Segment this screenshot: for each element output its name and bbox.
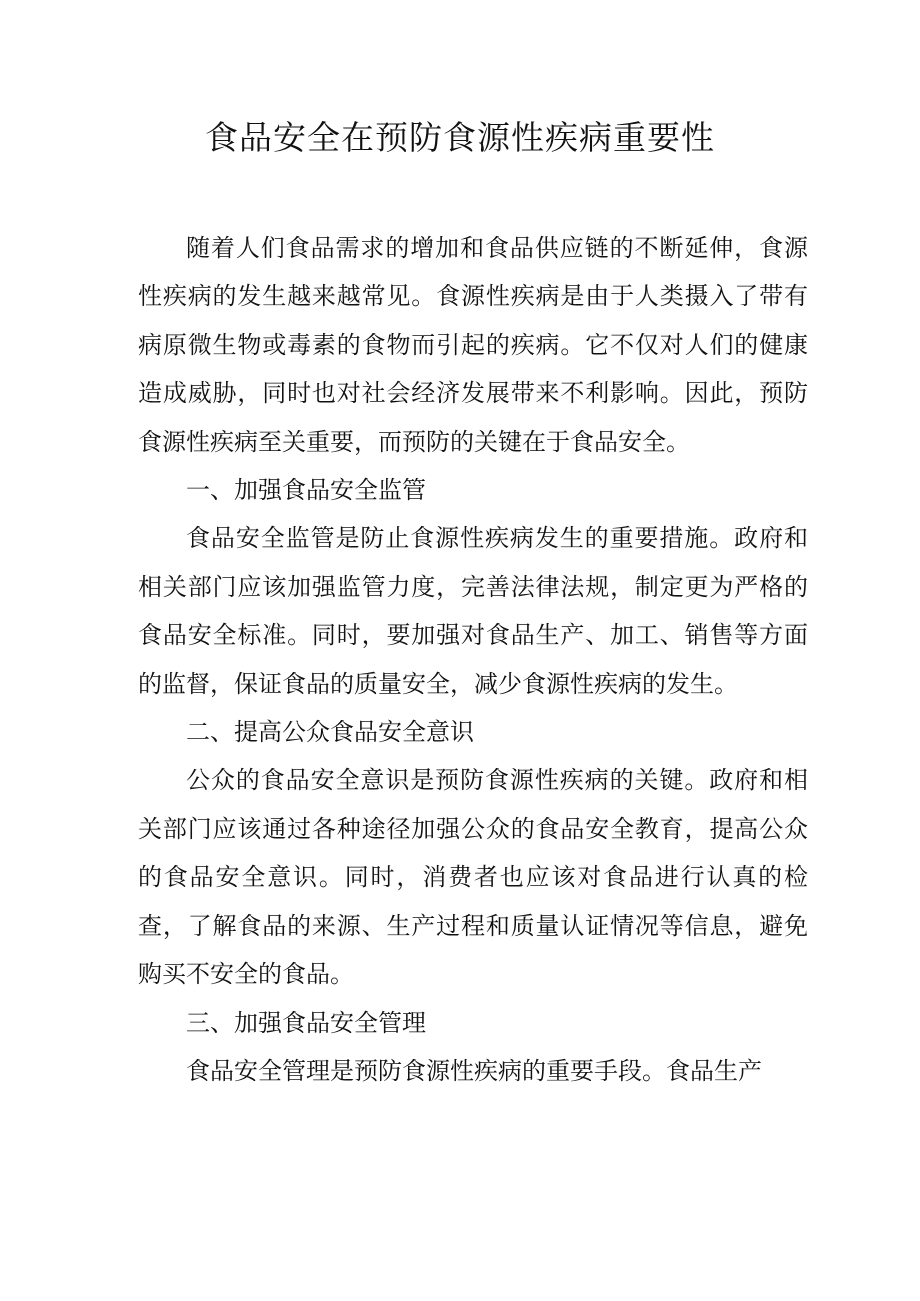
section-heading-3: 三、加强食品安全管理 [186,1008,426,1037]
section-3-paragraph: 食品安全管理是预防食源性疾病的重要手段。食品生产 [186,1056,762,1085]
section-1-paragraph: 食品安全监管是防止食源性疾病发生的重要措施。政府和相关部门应该加强监管力度，完善法律法规，制定更为严格的食品安全标准。同时，要加强对食品生产、加工、销售等方面的监督，保证食品的质量安全，减少食源性疾病的发生。 [138,524,808,698]
section-heading-1: 一、加强食品安全监管 [186,476,426,505]
section-heading-2: 二、提高公众食品安全意识 [186,718,474,747]
document-title: 食品安全在预防食源性疾病重要性 [205,118,715,157]
intro-paragraph: 随着人们食品需求的增加和食品供应链的不断延伸，食源性疾病的发生越来越常见。食源性疾病是由于人类摄入了带有病原微生物或毒素的食物而引起的疾病。它不仅对人们的健康造成威胁，同时也对社会经济发展带来不利影响。因此，预防食源性疾病至关重要，而预防的关键在于食品安全。 [138,234,808,456]
section-2-paragraph: 公众的食品安全意识是预防食源性疾病的关键。政府和相关部门应该通过各种途径加强公众的食品安全教育，提高公众的食品安全意识。同时，消费者也应该对食品进行认真的检查，了解食品的来源、生产过程和质量认证情况等信息，避免购买不安全的食品。 [138,766,808,989]
document-body [138,224,808,1095]
